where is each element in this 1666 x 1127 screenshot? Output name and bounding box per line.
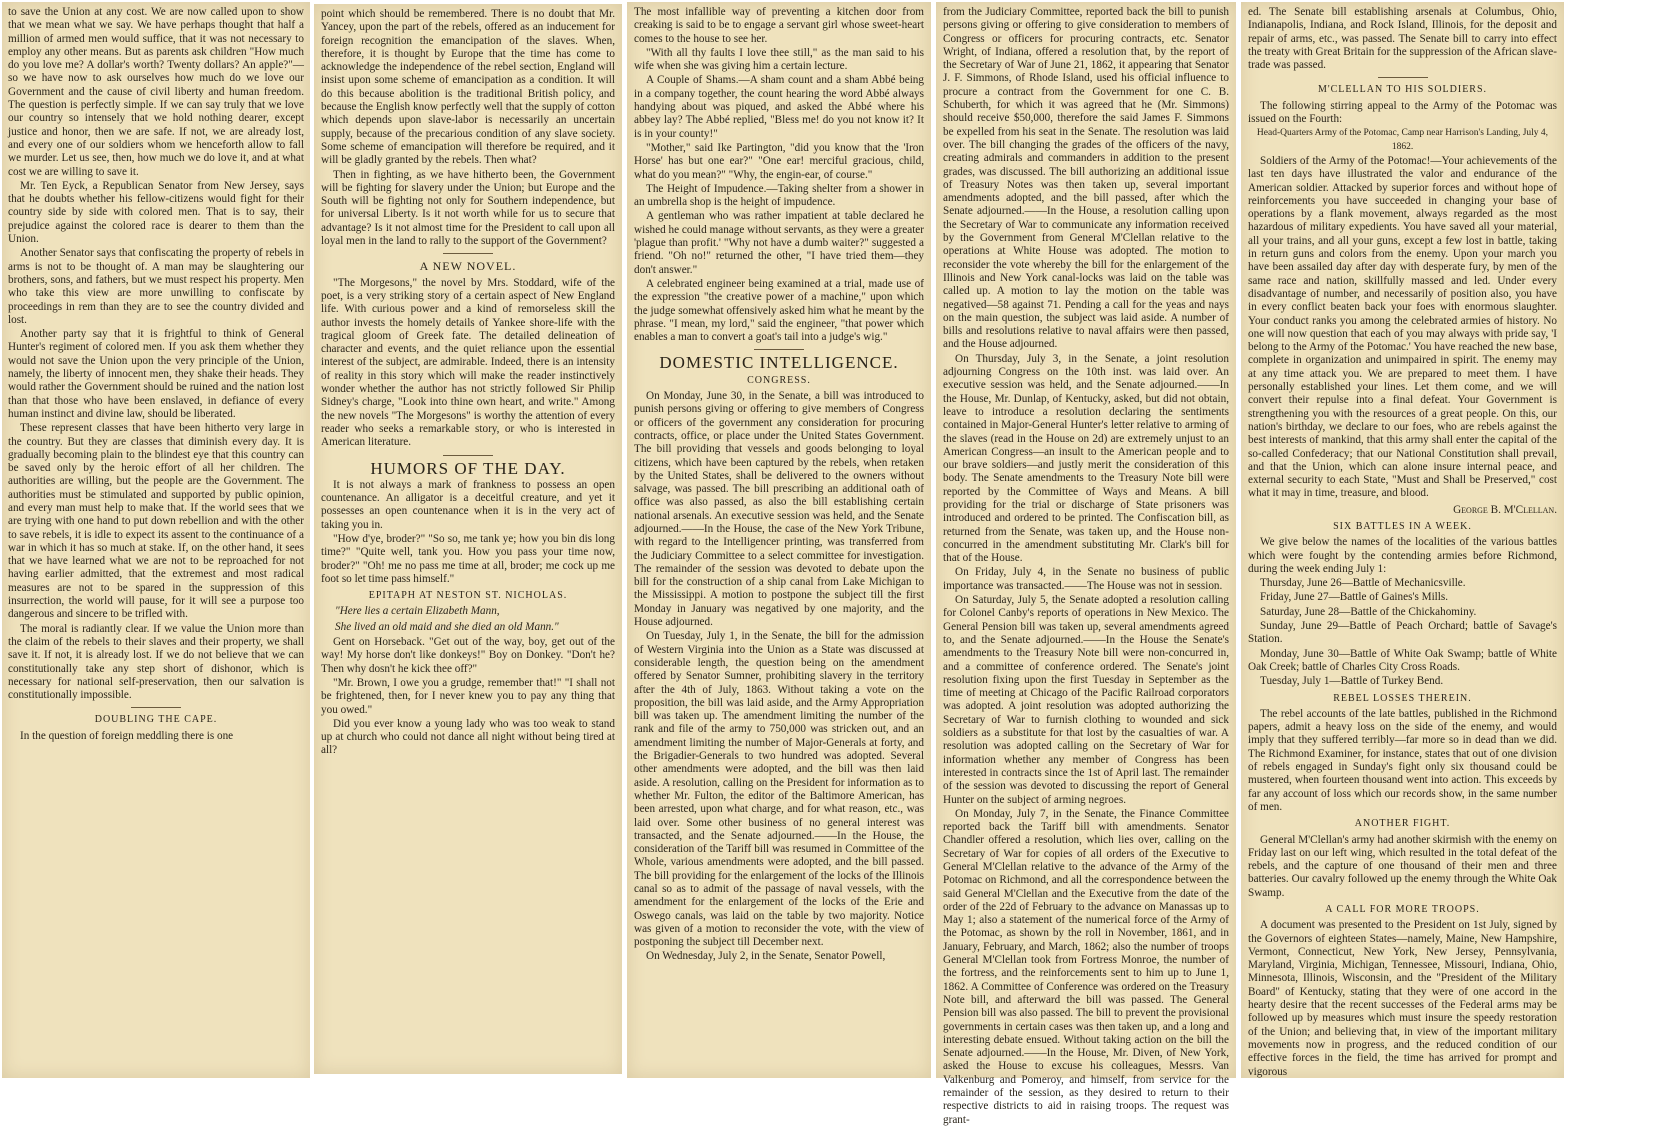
section-heading-a-new-novel: A NEW NOVEL. <box>419 259 517 274</box>
signature-line: George B. M'Clellan. <box>1453 503 1557 516</box>
battle-list-item: Sunday, June 29—Battle of Peach Orchard; battle of Savage's Station. <box>1248 620 1557 646</box>
column-1 <box>2 2 310 1078</box>
article-paragraph: On Friday, July 4, in the Senate no business of public importance was transacted.——The House was not in session. <box>943 566 1229 592</box>
article-paragraph: Another party say that it is frightful to think of General Hunter's regiment of colored men. If you ask them whether they would not save the Union upon the very principle of the Union, namely, the liberty of innocent men, they shake their heads. They would rather the Government should be ruined and the nation lost than that those who have been enslaved, in defiance of every human instinct and divine law, should be liberated. <box>8 328 304 420</box>
section-heading-six-battles: SIX BATTLES IN A WEEK. <box>1333 520 1472 532</box>
battle-list-item: Tuesday, July 1—Battle of Turkey Bend. <box>1260 675 1444 688</box>
section-heading-epitaph: EPITAPH AT NESTON ST. NICHOLAS. <box>368 590 568 602</box>
battle-list-item: Friday, June 27—Battle of Gaines's Mills. <box>1260 591 1449 604</box>
divider <box>1378 77 1428 78</box>
article-paragraph: On Saturday, July 5, the Senate adopted a resolution calling for Colonel Canby's reports of operations in New Mexico. The General Pension bill was taken up, several amendments agreed to, and the Senate adjourned.——In the House the Senate's amendments to the Treasury Note bill were non-concurred in, and a committee of conference ordered. The Senate's joint resolution fixing upon the first Tuesday in September as the time of meeting at Chicago of the Pacific Railroad corporators was adopted. A joint resolution was adopted authorizing the Secretary of War to furnish clothing to wounded and sick soldiers as a substitute for that lost by the casualties of war. A resolution was adopted calling on the Secretary of War for information whether any member of Congress has been interested in contracts since the 1st of April last. The remainder of the session was devoted to discussing the report of General Hunter on the subject of arming negroes. <box>943 594 1229 806</box>
article-paragraph: "How d'ye, broder?" "So so, me tank ye; how you bin dis long time?" "Quite well, tank you. How you pass your time now, broder?" "Oh! me no pass me time at all, broder; me cock up me foot so let time pass himself." <box>321 532 615 585</box>
section-heading-domestic-intelligence: DOMESTIC INTELLIGENCE. <box>659 353 899 373</box>
column-5 <box>1241 2 1564 1078</box>
section-heading-humors-of-the-day: HUMORS OF THE DAY. <box>370 458 566 478</box>
divider <box>754 349 804 350</box>
article-paragraph: The following stirring appeal to the Army of the Potomac was issued on the Fourth: <box>1248 99 1557 126</box>
divider <box>443 253 493 254</box>
battle-list-item: Saturday, June 28—Battle of the Chickahominy. <box>1260 605 1477 618</box>
article-paragraph: Then in fighting, as we have hitherto been, the Government will be fighting for slavery under the Union; but Europe and the South will be fighting not only for Southern independence, but for universal Liberty. Is it not worth while for us to secure that advantage? Is it not almost time for the President to call upon all loyal men in the land to rally to the support of the Government? <box>321 168 615 248</box>
article-paragraph: point which should be remembered. There is no doubt that Mr. Yancey, upon the part of the rebels, offered as an inducement for foreign recognition the emancipation of the slaves. When, therefore, it is thought by Europe that the time has come to acknowledge the independence of the rebel section, England will insist upon some scheme of emancipation as a condition. It will do this because abolition is the traditional British policy, and because the English know perfectly well that the supply of cotton which depends upon slave-labor is necessarily an uncertain supply, because of the precarious condition of any slave society. Some scheme of emancipation will therefore be required, and it will be gladly granted by the rebels. Then what? <box>321 8 615 167</box>
article-paragraph: On Tuesday, July 1, in the Senate, the bill for the admission of Western Virginia into the Union as a State was discussed at considerable length, the question being on the amendment offered by Senator Sumner, prohibiting slavery in the territory after the 4th of July, 1863. Without taking a vote on the proposition, the bill was laid aside, and the Army Appropriation bill was taken up. The amendment limiting the number of the rank and file of the army to 750,000 was stricken out, and an amendment limiting the number of Major-Generals at forty, and the Brigadier-Generals to two hundred was adopted. Several other amendments were adopted, and the bill was then laid aside. A resolution, calling on the President for information as to whether Mr. Fulton, the editor of the Baltimore American, has been arrested, upon what charge, and for what reason, etc., was laid over. Some other business of no general interest was transacted, and the Senate adjourned.——In the House, the consideration of the Tariff bill was resumed in Committee of the Whole, various amendments were adopted, and the bill passed. The bill providing for the enlargement of the locks of the Illinois canal so as to admit of the passage of naval vessels, with the amendment for the enlargement of the locks of the Erie and Oswego canals, was laid on the table by two majority. Notice was given of a motion to reconsider the vote, with the view of postponing the subject till December next. <box>634 630 924 949</box>
divider <box>443 455 493 456</box>
article-paragraph: to save the Union at any cost. We are now called upon to show that we mean what we say. We have perhaps thought that half a million of armed men would suffice, that it was not necessary to employ any other means. But as parents ask children "How much do you love me? A dollar's worth? Twenty dollars? An apple?"—so we have now to ask ourselves how much do we love our Government and the cause of civil liberty and human freedom. The question is perfectly simple. If we can say truly that we love our country so intensely that we hold nothing dearer, except justice and honor, then we are safe. If not, we are already lost, and every one of our soldiers whom we henceforth allow to fall we murder. Let us see, then, how much we do love it, and at what cost we are willing to save it. <box>8 6 304 178</box>
battle-list-item: Thursday, June 26—Battle of Mechanicsville. <box>1260 577 1466 590</box>
article-paragraph: "Mr. Brown, I owe you a grudge, remember that!" "I shall not be frightened, then, for I never knew you to pay any thing that you owed." <box>321 676 615 716</box>
article-paragraph: It is not always a mark of frankness to possess an open countenance. An alligator is a deceitful creature, and yet it possesses an open countenance when it is in the very act of taking you in. <box>321 478 615 531</box>
article-paragraph: On Thursday, July 3, in the Senate, a joint resolution adjourning Congress on the 10th inst. was laid over. An executive session was held, and the Senate adjourned.——In the House, Mr. Dunlap, of Kentucky, asked, but did not obtain, leave to introduce a resolution declaring the sentiments contained in Major-General Hunter's letter relative to arming of the slaves (read in the House on 2d) are extremely unjust to an American Congress—an insult to the American people and to our brave soldiers—and justly merit the consideration of this body. The Senate amendments to the Treasury Note bill were reported by the Committee of Ways and Means. A bill providing for the trial or discharge of State prisoners was introduced and ordered to be printed. The Confiscation bill, as returned from the Senate, was taken up, and the House non-concurred in the amendment substituting Mr. Clark's bill for that of the House. <box>943 352 1229 565</box>
section-heading-rebel-losses: REBEL LOSSES THEREIN. <box>1333 692 1472 704</box>
article-paragraph: "The Morgesons," the novel by Mrs. Stoddard, wife of the poet, is a very striking story of a certain aspect of New England life. With curious power and a kind of remorseless skill the author invests the homely details of Yankee shore-life with the tragical gloom of Greek fate. The detailed delineation of character and events, and the quiet reliance upon the essential interest of the subject, are admirable. Indeed, there is an intensity of reality in this story which will make the reader instinctively wonder whether the author has not strictly followed Sir Philip Sidney's charge, "Look into thine own heart, and write." Among the new novels "The Morgesons" is worthy the attention of every reader who seeks a remarkable story, or who is interested in American literature. <box>321 276 615 449</box>
column-3 <box>627 2 931 1078</box>
article-paragraph: In the question of foreign meddling there is one <box>20 729 234 742</box>
subheading-congress: CONGRESS. <box>747 374 811 386</box>
verse-line: She lived an old maid and she died an old Mann." <box>335 620 559 633</box>
article-paragraph: from the Judiciary Committee, reported back the bill to punish persons giving or offering to give consideration to members of Congress or officers for procuring contracts, etc. Senator Wright, of Indiana, offered a resolution that, by the report of the Secretary of War of June 21, 1862, it appearing that Senator J. F. Simmons, of Rhode Island, used his official influence to procure a contract from the Government for one C. B. Schuberth, for which it was agreed that he (Mr. Simmons) should receive $50,000, therefore the said James F. Simmons be expelled from his seat in the Senate. The resolution was laid over. The bill changing the grades of the officers of the navy, creating admirals and commanders in addition to the present grades, was discussed. The bill authorizing an additional issue of Treasury Notes was then taken up, several important amendments adopted, and the bill passed, after which the Senate adjourned.——In the House, a resolution calling upon the Secretary of War to communicate any information received by the Government from General M'Clellan relative to the operations at White House was adopted. The motion to reconsider the vote whereby the bill for the enlargement of the Illinois and New York canal-locks was laid on the table was called up. A motion to lay the motion on the table was negatived—58 against 71. Pending a call for the yeas and nays on the main question, the subject was laid aside. A number of bills and resolutions relative to naval affairs were then passed, and the House adjourned. <box>943 6 1229 351</box>
article-paragraph: ed. The Senate bill establishing arsenals at Columbus, Ohio, Indianapolis, Indiana, and Rock Island, Illinois, for the deposit and repair of arms, etc., was passed. The Senate bill to carry into effect the treaty with Great Britain for the suppression of the African slave-trade was passed. <box>1248 6 1557 72</box>
article-paragraph: On Monday, June 30, in the Senate, a bill was introduced to punish persons giving or offering to give members of Congress or officers of the government any consideration for procuring contracts, office, or place under the United States Government. The bill providing that vessels and goods belonging to loyal citizens, which have been captured by the rebels, when retaken by the United States, shall be delivered to the owners without salvage, was passed. The bill prescribing an additional oath of office was also passed, as also the bill establishing certain national arsenals. An executive session was held, and the Senate adjourned.——In the House, the case of the New York Tribune, with regard to the Intelligencer printing, was transferred from the Judiciary Committee to a select committee for investigation. The remainder of the session was devoted to debate upon the bill for the construction of a ship canal from Lake Michigan to the Mississippi. A motion to postpone the subject till the first Monday in January was negatived by one majority, and the House adjourned. <box>634 390 924 629</box>
article-paragraph: A Couple of Shams.—A sham count and a sham Abbé being in a company together, the count hearing the word Abbé always handying about was piqued, and asked the Abbé where his abbey lay? The Abbé replied, "Bless me! do you not know it? It is in your county!" <box>634 74 924 140</box>
article-paragraph: On Wednesday, July 2, in the Senate, Senator Powell, <box>646 950 886 963</box>
battle-list-item: Monday, June 30—Battle of White Oak Swamp; battle of White Oak Creek; battle of Charles City Cross Roads. <box>1248 647 1557 673</box>
verse-line: "Here lies a certain Elizabeth Mann, <box>335 605 500 618</box>
article-paragraph: "With all thy faults I love thee still," as the man said to his wife when she was giving him a certain lecture. <box>634 46 924 73</box>
article-paragraph: These represent classes that have been hitherto very large in the country. But they are classes that diminish every day. It is gradually becoming plain to the blindest eye that this country can be saved only by the heroic effort of all her children. The authorities are willing, but the people are the Government. The authorities must be stimulated and supported by public opinion, and every man must help to make that. If the world sees that we are trying with one hand to put down rebellion and with the other to save rebels, it is idle to expect its assent to the continuance of a war in which it has so much at stake. If, on the other hand, it sees that we have learned what we are not to be reproached for not having earlier admitted, that the extremest and most radical measures are not to be spared in the suppression of this insurrection, the world will pause, for it will see a purpose too dangerous and sincere to be trifled with. <box>8 422 304 621</box>
article-paragraph: Did you ever know a young lady who was too weak to stand up at church who could not dance all night without being tired at all? <box>321 717 615 757</box>
article-paragraph: A gentleman who was rather impatient at table declared he wished he could manage without servants, as they were a greater 'plague than profit.' "Why not have a dumb waiter?" suggested a friend. "Oh no!" returned the other, "I have tried them—they don't answer." <box>634 210 924 276</box>
article-paragraph: On Monday, July 7, in the Senate, the Finance Committee reported back the Tariff bill with amendments. Senator Chandler offered a resolution, which lies over, calling on the Secretary of War for copies of all orders of the Executive to General M'Clellan relative to the advance of the Army of the Potomac on Richmond, and all the correspondence between the said General M'Clellan and the Executive from the date of the order of the 22d of February to the advance on Manassas up to May 1; also a statement of the numerical force of the Army of the Potomac, as shown by the roll in November, 1861, and in January, February, and March, 1862; also the number of troops General M'Clellan took from Fortress Monroe, the number of the fortress, and the reinforcements sent to him up to June 1, 1862. A Committee of Conference was ordered on the Treasury Note bill, and afterward the bill was passed. The General Pension bill was also passed. The bill to prevent the provisional governments in certain cases was then taken up, and a long and interesting debate ensued. Without taking action on the bill the Senate adjourned.——In the House, Mr. Diven, of New York, asked the House to excuse his colleagues, Messrs. Van Valkenburg and Pomeroy, and himself, from service for the remainder of the session, as they desired to return to their respective districts to aid in raising troops. The request was grant- <box>943 807 1229 1126</box>
column-4 <box>936 2 1236 1126</box>
article-paragraph: "Mother," said Ike Partington, "did you know that the 'Iron Horse' has but one ear?" "One ear! merciful gracious, child, what do you mean?" "Why, the engin-ear, of course." <box>634 141 924 181</box>
section-heading-another-fight: ANOTHER FIGHT. <box>1354 818 1451 830</box>
article-paragraph: Another Senator says that confiscating the property of rebels in arms is not to be thought of. A man may be slaughtering our brothers, sons, and fathers, but we must respect his property. Men who take this view are more unwilling to confiscate by proceedings in rem than they are to see the country divided and lost. <box>8 247 304 326</box>
article-paragraph: We give below the names of the localities of the various battles which were fought by the contending armies before Richmond, during the week ending July 1: <box>1248 536 1557 575</box>
column-2 <box>314 4 622 1074</box>
article-paragraph: The most infallible way of preventing a kitchen door from creaking is said to be to engage a servant girl whose sweet-heart comes to the house to see her. <box>634 6 924 45</box>
section-heading-more-troops: A CALL FOR MORE TROOPS. <box>1325 904 1480 915</box>
article-paragraph: The rebel accounts of the late battles, published in the Richmond papers, admit a heavy loss on the side of the enemy, and would imply that they suffered terribly—far more so in dead than we did. The Richmond Examiner, for instance, states that out of one division of rebels engaged in Sunday's fight only six thousand could be mustered, when fourteen thousand went into action. This exceeds by far any account of loss which our records show, in the same number of men. <box>1248 707 1557 813</box>
article-paragraph: A document was presented to the President on 1st July, signed by the Governors of eighteen States—namely, Maine, New Hampshire, Vermont, Connecticut, New York, New Jersey, Pennsylvania, Maryland, Virginia, Michigan, Tennessee, Missouri, Indiana, Ohio, Minnesota, Illinois, Wisconsin, and the "President of the Military Board" of Kentucky, stating that they were of one accord in the hearty desire that the recent successes of the Federal arms may be followed up by measures which must insure the speedy restoration of the Union; and believing that, in view of the important military movements now in progress, and the reduced condition of our effective forces in the field, the time has arrived for prompt and vigorous <box>1248 919 1557 1078</box>
article-paragraph: The moral is radiantly clear. If we value the Union more than the claim of the rebels to their slaves and their property, we shall save it. If not, it is already lost. If we do not believe that we can constitutionally take any step short of dishonor, which is necessary for national self-preservation, then our salvation is constitutionally impossible. <box>8 622 304 702</box>
article-paragraph: Soldiers of the Army of the Potomac!—Your achievements of the last ten days have illustrated the valor and endurance of the American soldier. Attacked by superior forces and without hope of reinforcements you have succeeded in changing your base of operations by a flank movement, always regarded as the most hazardous of military expedients. You have saved all your material, all your trains, and all your guns, except a few lost in battle, taking in return guns and colors from the enemy. Upon your march you have been assailed day after day with desperate fury, by men of the same race and nation, skillfully massed and led. Under every disadvantage of number, and necessarily of position also, you have in every conflict beaten back your foes with enormous slaughter. Your conduct ranks you among the celebrated armies of history. No one will now question that each of you may always with pride say, 'I belong to the Army of the Potomac.' You have reached the new base, complete in organization and unimpaired in spirit. The enemy may at any time attack you. We are prepared to meet them. I have personally established your lines. Let them come, and we will convert their repulse into a final defeat. Your Government is strengthening you with the resources of a great people. On this, our nation's birthday, we declare to our foes, who are rebels against the best interests of mankind, that this army shall enter the capital of the so-called Confederacy; that our National Constitution shall prevail, and that the Union, which can alone insure internal peace, and external security to each State, "Must and Shall be Preserved," cost what it may in time, treasure, and blood. <box>1248 154 1557 500</box>
article-paragraph: Mr. Ten Eyck, a Republican Senator from New Jersey, says that he doubts whether his fellow-citizens would fight for their country side by side with colored men. That is to say, their prejudice against the colored race is dearer to them than the Union. <box>8 179 304 246</box>
divider <box>131 707 181 708</box>
article-paragraph: General M'Clellan's army had another skirmish with the enemy on Friday last on our left wing, which resulted in the total defeat of the rebels, and the capture of one thousand of their men and three batteries. Our cavalry followed up the enemy through the White Oak Swamp. <box>1248 833 1558 899</box>
dateline: Head-Quarters Army of the Potomac, Camp near Harrison's Landing, July 4, 1862. <box>1256 128 1549 152</box>
article-paragraph: A celebrated engineer being examined at a trial, made use of the expression "the creative power of a machine," upon which the judge somewhat offensively asked him what he meant by the phrase. "I mean, my lord," said the engineer, "that power which enables a man to convert a goat's tail into a judge's wig." <box>634 277 924 344</box>
article-paragraph: Gent on Horseback. "Get out of the way, boy, get out of the way! My horse don't like donkeys!" Boy on Donkey. "Don't he? Then why dosn't he kick thee off?" <box>321 636 615 675</box>
section-heading-mcclellan: M'CLELLAN TO HIS SOLDIERS. <box>1317 84 1488 96</box>
article-paragraph: The Height of Impudence.—Taking shelter from a shower in an umbrella shop is the height of impudence. <box>634 182 924 209</box>
section-heading-doubling-the-cape: DOUBLING THE CAPE. <box>94 714 218 726</box>
